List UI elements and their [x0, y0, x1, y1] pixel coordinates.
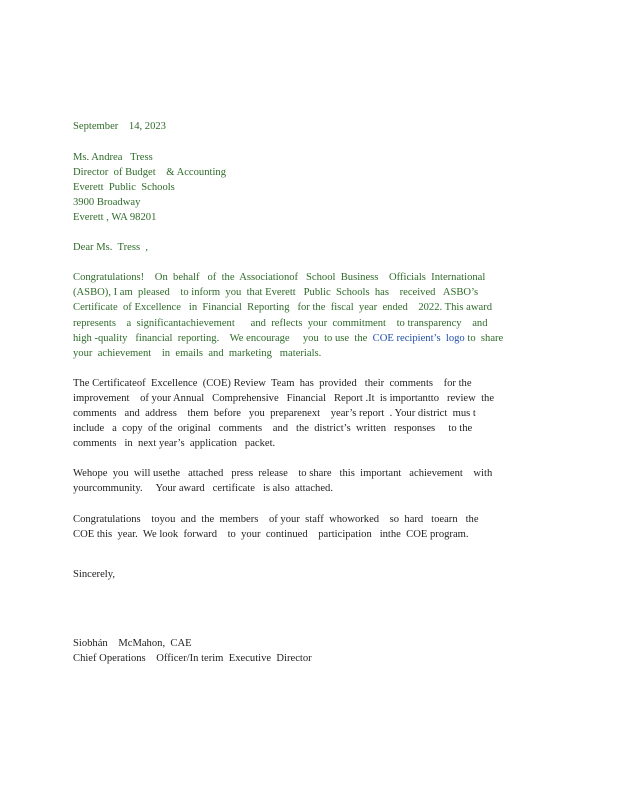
- paragraph1-line: represents a significantachievement and reflects your commitment to transparency and: [73, 318, 488, 329]
- paragraph1-line-start: high -quality financial reporting. We encourage you to use the: [73, 333, 373, 344]
- paragraph2-line: improvement of your Annual Comprehensive Financial Report .It is importantto review the: [73, 393, 495, 404]
- signer-title: Chief Operations Officer/In terim Executive Director: [73, 653, 312, 664]
- paragraph1-line-end: to share: [467, 333, 504, 344]
- paragraph2-line: The Certificateof Excellence (COE) Review Team has provided their comments for the: [73, 378, 472, 389]
- paragraph4-line: COE this year. We look forward to your continued participation inthe COE program.: [73, 529, 469, 540]
- recipient-name: Ms. Andrea Tress: [73, 152, 153, 163]
- coe-logo-link[interactable]: COE recipient’s logo: [372, 333, 465, 344]
- paragraph1-line-with-link: [73, 333, 503, 345]
- letter-date: September 14, 2023: [73, 121, 166, 132]
- paragraph2-line: comments in next year’s application packet.: [73, 438, 276, 449]
- paragraph3-line: yourcommunity. Your award certificate is also attached.: [73, 483, 333, 494]
- paragraph1-line: Congratulations! On behalf of the Associationof School Business Officials International: [73, 272, 486, 283]
- paragraph2-line: include a copy of the original comments and the district’s written responses to the: [73, 423, 473, 434]
- paragraph1-line: Certificate of Excellence in Financial Reporting for the fiscal year ended 2022. This award: [73, 302, 492, 313]
- recipient-organization: Everett Public Schools: [73, 182, 175, 193]
- salutation: Dear Ms. Tress ,: [73, 242, 149, 253]
- paragraph2-line: comments and address them before you preparenext year’s report . Your district mus t: [73, 408, 476, 419]
- recipient-city: Everett , WA 98201: [73, 212, 157, 223]
- paragraph1-line: your achievement in emails and marketing materials.: [73, 348, 322, 359]
- recipient-title: Director of Budget & Accounting: [73, 167, 226, 178]
- paragraph1-line: (ASBO), I am pleased to inform you that Everett Public Schools has received ASBO’s: [73, 287, 479, 298]
- paragraph4-line: Congratulations toyou and the members of your staff whoworked so hard toearn the: [73, 514, 479, 525]
- paragraph3-line: Wehope you will usethe attached press release to share this important achievement with: [73, 468, 493, 479]
- recipient-street: 3900 Broadway: [73, 197, 141, 208]
- signer-name: Siobhán McMahon, CAE: [73, 638, 192, 649]
- closing: Sincerely,: [73, 569, 115, 580]
